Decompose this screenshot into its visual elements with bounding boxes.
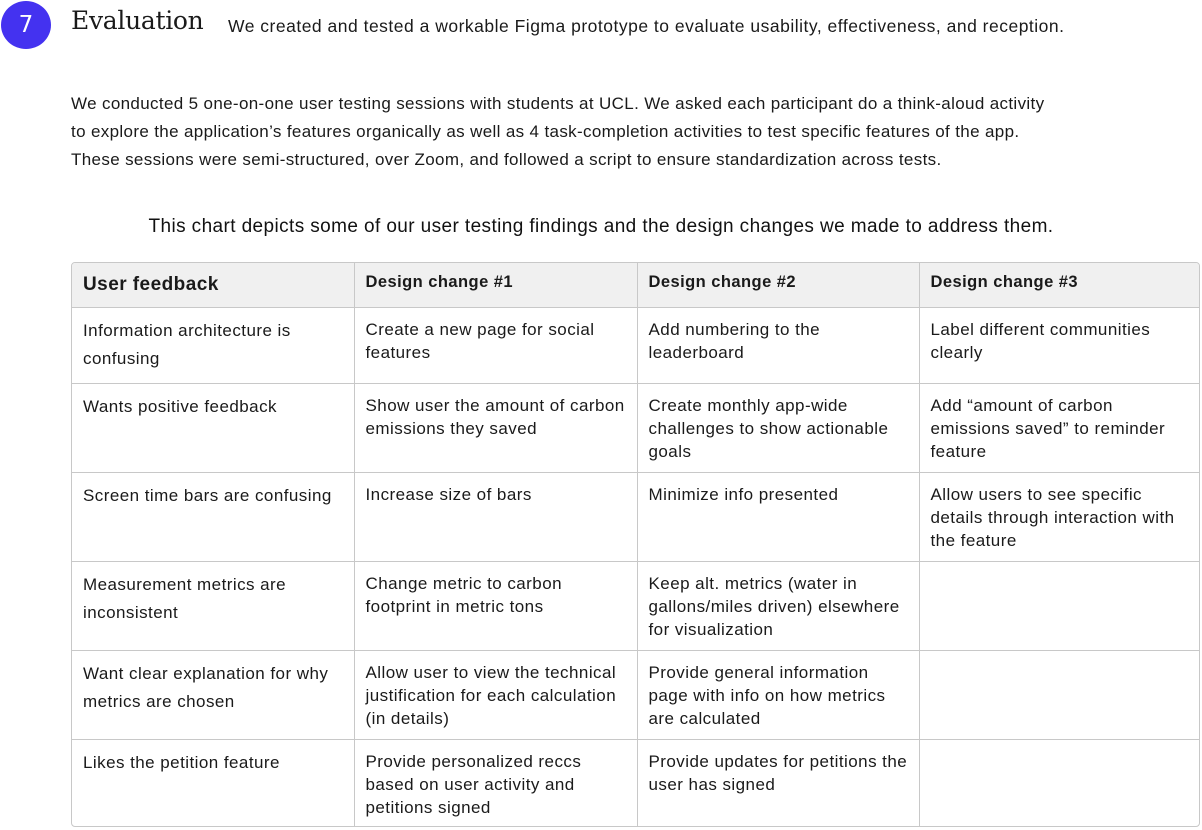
feedback-cell: Measurement metrics are inconsistent <box>72 561 354 650</box>
table-row <box>72 472 1200 561</box>
design-change-cell <box>919 561 1200 650</box>
header-design-change-1: Design change #1 <box>354 263 637 307</box>
design-change-cell: Label different communities clearly <box>919 307 1200 383</box>
feedback-cell: Wants positive feedback <box>72 383 354 472</box>
section-subtitle: We created and tested a workable Figma prototype to evaluate usability, effectiveness, and reception. <box>228 16 1065 36</box>
design-change-cell: Provide updates for petitions the user has signed <box>637 739 919 826</box>
table-row <box>72 739 1200 826</box>
table-row <box>72 650 1200 739</box>
feedback-cell: Screen time bars are confusing <box>72 472 354 561</box>
design-change-cell: Provide general information page with info on how metrics are calculated <box>637 650 919 739</box>
header-user-feedback: User feedback <box>72 263 354 307</box>
design-change-cell: Add “amount of carbon emissions saved” to reminder feature <box>919 383 1200 472</box>
findings-table <box>71 262 1200 827</box>
table-row <box>72 307 1200 383</box>
design-change-cell: Allow users to see specific details through interaction with the feature <box>919 472 1200 561</box>
design-change-cell <box>919 739 1200 826</box>
feedback-cell: Want clear explanation for why metrics are chosen <box>72 650 354 739</box>
design-change-cell: Minimize info presented <box>637 472 919 561</box>
step-number-badge: 7 <box>1 1 51 49</box>
table-row <box>72 561 1200 650</box>
table-row <box>72 383 1200 472</box>
intro-paragraph <box>71 90 1201 174</box>
feedback-cell: Information architecture is confusing <box>72 307 354 383</box>
design-change-cell: Create monthly app-wide challenges to show actionable goals <box>637 383 919 472</box>
design-change-cell: Show user the amount of carbon emissions they saved <box>354 383 637 472</box>
design-change-cell: Change metric to carbon footprint in metric tons <box>354 561 637 650</box>
design-change-cell: Keep alt. metrics (water in gallons/miles driven) elsewhere for visualization <box>637 561 919 650</box>
header-design-change-2: Design change #2 <box>637 263 919 307</box>
header-design-change-3: Design change #3 <box>919 263 1200 307</box>
design-change-cell: Provide personalized reccs based on user activity and petitions signed <box>354 739 637 826</box>
table-header-row <box>72 263 1200 307</box>
design-change-cell: Allow user to view the technical justification for each calculation (in details) <box>354 650 637 739</box>
design-change-cell: Add numbering to the leaderboard <box>637 307 919 383</box>
intro-line: We conducted 5 one-on-one user testing sessions with students at UCL. We asked each participant do a think-aloud activity <box>71 94 1045 113</box>
design-change-cell: Create a new page for social features <box>354 307 637 383</box>
feedback-cell: Likes the petition feature <box>72 739 354 826</box>
section-title: Evaluation <box>71 6 204 35</box>
intro-line: to explore the application’s features organically as well as 4 task-completion activities to test specific features of the app. <box>71 122 1020 141</box>
chart-caption: This chart depicts some of our user testing findings and the design changes we made to address them. <box>148 216 1054 237</box>
design-change-cell <box>919 650 1200 739</box>
design-change-cell: Increase size of bars <box>354 472 637 561</box>
intro-line: These sessions were semi-structured, over Zoom, and followed a script to ensure standardization across tests. <box>71 150 942 169</box>
